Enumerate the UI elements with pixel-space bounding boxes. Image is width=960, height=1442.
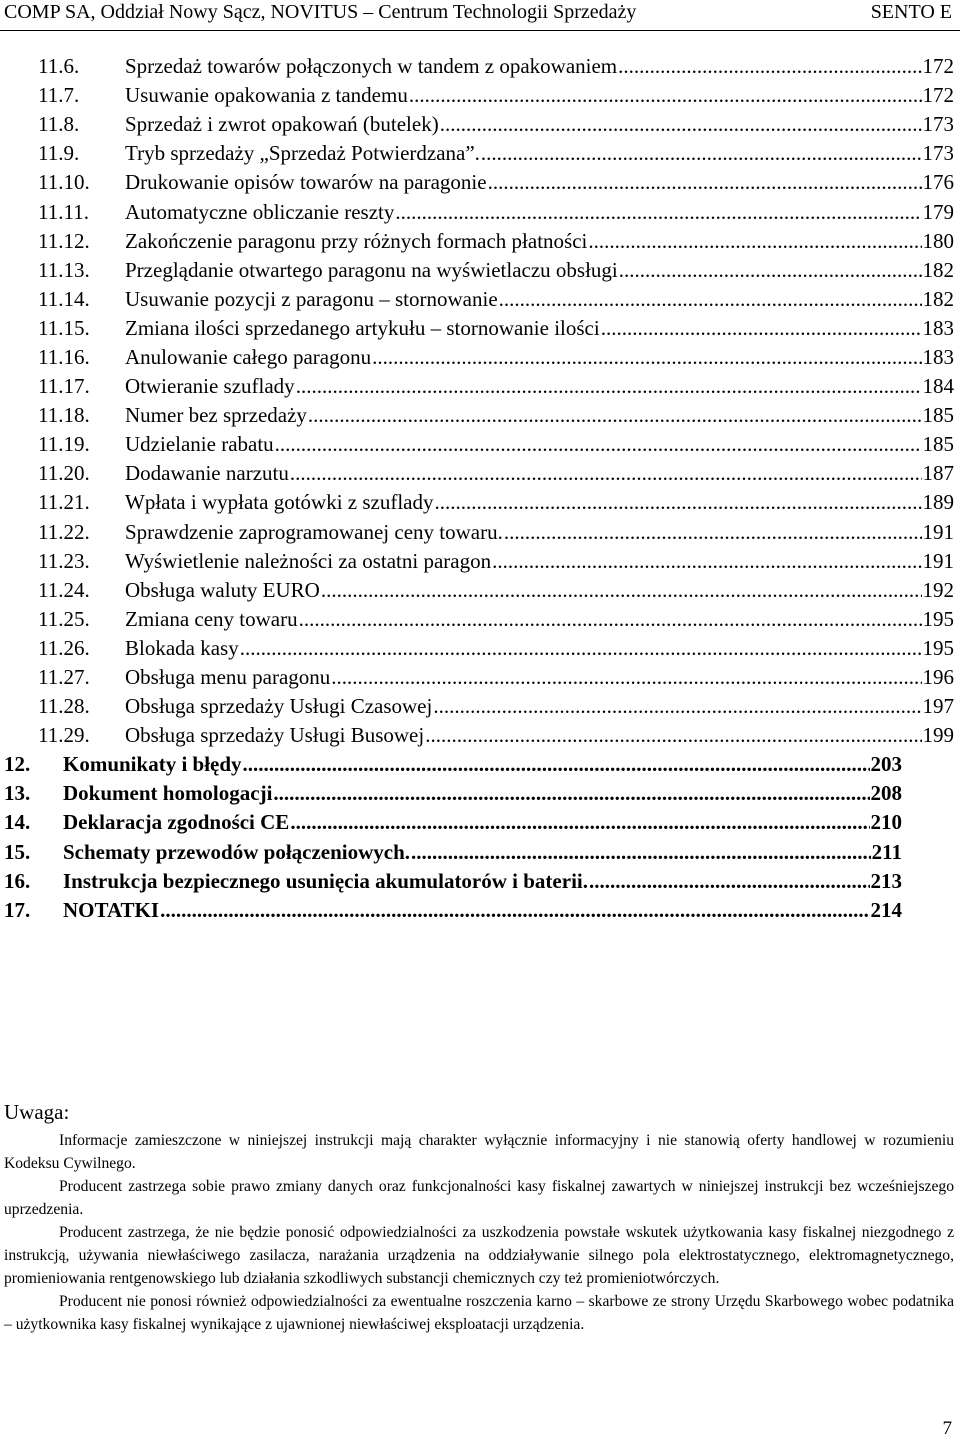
toc-entry-number: 12. <box>4 752 31 777</box>
toc-entry-page: 173 <box>922 112 954 137</box>
toc-entry-title: Drukowanie opisów towarów na paragonie <box>125 170 487 195</box>
toc-dot-leader <box>499 287 922 312</box>
toc-entry-page: 183 <box>922 344 954 369</box>
toc-dot-leader <box>433 694 921 719</box>
toc-entry-title: Sprawdzenie zaprogramowanej ceny towaru. <box>125 519 503 544</box>
toc-dot-leader <box>290 810 869 835</box>
toc-entry-title: Obsługa sprzedaży Usługi Busowej <box>125 723 425 748</box>
notice-section <box>4 1100 954 1336</box>
toc-entry-page: 192 <box>922 577 954 602</box>
toc-dot-leader <box>331 665 921 690</box>
toc-entry-number: 11.18. <box>38 403 90 428</box>
toc-entry-title: Obsługa waluty EURO <box>125 577 320 602</box>
toc-dot-leader <box>275 432 922 457</box>
toc-entry-subsection[interactable] <box>38 663 954 692</box>
toc-entry-title: Udzielanie rabatu <box>125 432 274 457</box>
toc-entry-subsection[interactable] <box>38 81 954 110</box>
toc-dot-leader <box>160 898 869 923</box>
toc-entry-title: Schematy przewodów połączeniowych. <box>63 839 411 864</box>
toc-dot-leader <box>435 490 922 515</box>
toc-entry-number: 11.21. <box>38 490 90 515</box>
toc-entry-title: NOTATKI <box>63 897 160 922</box>
toc-entry-title: Otwieranie szuflady <box>125 374 295 399</box>
toc-entry-number: 13. <box>4 781 31 806</box>
header-product: SENTO E <box>870 1 952 23</box>
toc-entry-title: Numer bez sprzedaży <box>125 403 307 428</box>
toc-entry-subsection[interactable] <box>38 343 954 372</box>
toc-dot-leader <box>425 723 921 748</box>
toc-entry-title: Instrukcja bezpiecznego usunięcia akumulatorów i baterii. <box>63 868 588 893</box>
toc-entry-subsection[interactable] <box>38 372 954 401</box>
toc-entry-page: 183 <box>922 315 954 340</box>
toc-entry-number: 11.27. <box>38 665 90 690</box>
toc-entry-subsection[interactable] <box>38 401 954 430</box>
toc-entry-page: 195 <box>922 606 954 631</box>
toc-entry-number: 11.16. <box>38 344 90 369</box>
table-of-contents <box>0 52 960 925</box>
toc-entry-number: 11.15. <box>38 315 90 340</box>
toc-entry-page: 179 <box>922 199 954 224</box>
toc-entry-number: 16. <box>4 868 31 893</box>
toc-entry-subsection[interactable] <box>38 576 954 605</box>
toc-entry-chapter[interactable] <box>4 896 902 925</box>
toc-entry-number: 11.22. <box>38 519 90 544</box>
toc-entry-subsection[interactable] <box>38 168 954 197</box>
toc-dot-leader <box>243 752 870 777</box>
toc-entry-page: 184 <box>922 374 954 399</box>
toc-entry-page: 182 <box>922 286 954 311</box>
toc-entry-page: 191 <box>922 548 954 573</box>
header-company: COMP SA, Oddział Nowy Sącz, NOVITUS – Centrum Technologii Sprzedaży <box>4 1 637 23</box>
toc-entry-title: Usuwanie pozycji z paragonu – stornowanie <box>125 286 498 311</box>
toc-dot-leader <box>409 83 922 108</box>
toc-dot-leader <box>589 869 870 894</box>
toc-entry-subsection[interactable] <box>38 139 954 168</box>
toc-entry-number: 11.20. <box>38 461 90 486</box>
toc-entry-number: 11.29. <box>38 723 90 748</box>
toc-dot-leader <box>411 840 871 865</box>
toc-entry-title: Dokument homologacji <box>63 781 273 806</box>
toc-dot-leader <box>308 403 922 428</box>
toc-entry-subsection[interactable] <box>38 227 954 256</box>
notice-title: Uwaga: <box>4 1100 70 1124</box>
toc-entry-number: 11.26. <box>38 635 90 660</box>
page-header <box>0 0 960 31</box>
toc-entry-page: 197 <box>922 694 954 719</box>
toc-entry-page: 213 <box>870 868 902 893</box>
toc-entry-chapter[interactable] <box>4 779 902 808</box>
toc-entry-title: Przeglądanie otwartego paragonu na wyświetlaczu obsługi <box>125 257 618 282</box>
toc-dot-leader <box>618 54 921 79</box>
toc-entry-subsection[interactable] <box>38 256 954 285</box>
toc-entry-number: 11.7. <box>38 83 80 108</box>
toc-entry-subsection[interactable] <box>38 52 954 81</box>
toc-entry-subsection[interactable] <box>38 314 954 343</box>
toc-entry-subsection[interactable] <box>38 430 954 459</box>
toc-entry-subsection[interactable] <box>38 488 954 517</box>
toc-entry-page: 180 <box>922 228 954 253</box>
toc-entry-title: Obsługa menu paragonu <box>125 665 331 690</box>
toc-entry-number: 11.14. <box>38 286 90 311</box>
toc-entry-number: 11.12. <box>38 228 90 253</box>
toc-entry-page: 182 <box>922 257 954 282</box>
toc-entry-chapter[interactable] <box>4 838 902 867</box>
toc-entry-subsection[interactable] <box>38 547 954 576</box>
notice-paragraph: Producent nie ponosi również odpowiedzialności za ewentualne roszczenia karno – skarbowe ze strony Urzędu Skarbowego wobec podatnika – użytkownika kasy fiskalnej wynikające z ujawnionej niewłaściwej eksploatacji urządzenia. <box>4 1293 954 1333</box>
toc-entry-title: Sprzedaż i zwrot opakowań (butelek) <box>125 112 439 137</box>
toc-entry-number: 11.6. <box>38 54 80 79</box>
toc-entry-title: Sprzedaż towarów połączonych w tandem z opakowaniem <box>125 54 618 79</box>
toc-entry-title: Blokada kasy <box>125 635 239 660</box>
toc-entry-number: 11.17. <box>38 374 90 399</box>
notice-paragraph: Producent zastrzega, że nie będzie ponosić odpowiedzialności za uszkodzenia powstałe wskutek użytkowania kasy fiskalnej niezgodnego z instrukcją, używania niewłaściwego zasilacza, narażania urządzenia na oddziaływanie silnego pola elektrostatycznego, elektromagnetycznego, promieniowania rentgenowskiego lub działania szkodliwych substancji chemicznych czy też promieniotwórczych. <box>4 1224 954 1287</box>
toc-dot-leader <box>372 345 921 370</box>
toc-entry-title: Usuwanie opakowania z tandemu <box>125 83 408 108</box>
toc-entry-title: Wpłata i wypłata gotówki z szuflady <box>125 490 434 515</box>
toc-dot-leader <box>481 141 922 166</box>
toc-entry-page: 211 <box>871 839 902 864</box>
toc-dot-leader <box>240 636 922 661</box>
toc-dot-leader <box>440 112 922 137</box>
toc-entry-subsection[interactable] <box>38 110 954 139</box>
toc-dot-leader <box>296 374 922 399</box>
toc-entry-title: Zmiana ilości sprzedanego artykułu – stornowanie ilości <box>125 315 600 340</box>
toc-entry-title: Automatyczne obliczanie reszty <box>125 199 395 224</box>
toc-entry-chapter[interactable] <box>4 750 902 779</box>
toc-entry-page: 172 <box>922 54 954 79</box>
toc-entry-number: 17. <box>4 897 31 922</box>
toc-entry-title: Deklaracja zgodności CE <box>63 810 290 835</box>
notice-paragraph: Producent zastrzega sobie prawo zmiany danych oraz funkcjonalności kasy fiskalnej zawartych w niniejszej instrukcji bez wcześniejszego uprzedzenia. <box>4 1178 954 1218</box>
toc-dot-leader <box>395 200 921 225</box>
toc-entry-number: 15. <box>4 839 31 864</box>
toc-dot-leader <box>299 607 922 632</box>
toc-dot-leader <box>504 520 922 545</box>
toc-entry-number: 11.24. <box>38 577 90 602</box>
toc-entry-subsection[interactable] <box>38 721 954 750</box>
toc-dot-leader <box>321 578 922 603</box>
toc-entry-page: 191 <box>922 519 954 544</box>
toc-entry-page: 195 <box>922 635 954 660</box>
toc-entry-number: 11.19. <box>38 432 90 457</box>
toc-entry-number: 11.28. <box>38 694 90 719</box>
toc-entry-title: Zakończenie paragonu przy różnych formach płatności <box>125 228 588 253</box>
toc-entry-page: 187 <box>922 461 954 486</box>
toc-entry-title: Zmiana ceny towaru <box>125 606 298 631</box>
toc-entry-number: 11.23. <box>38 548 90 573</box>
toc-entry-number: 14. <box>4 810 31 835</box>
toc-entry-page: 208 <box>870 781 902 806</box>
toc-entry-subsection[interactable] <box>38 634 954 663</box>
toc-entry-title: Wyświetlenie należności za ostatni paragon <box>125 548 492 573</box>
toc-entry-number: 11.13. <box>38 257 90 282</box>
page-number: 7 <box>942 1418 952 1439</box>
toc-entry-page: 203 <box>870 752 902 777</box>
toc-entry-number: 11.11. <box>38 199 89 224</box>
toc-entry-page: 176 <box>922 170 954 195</box>
toc-entry-page: 210 <box>870 810 902 835</box>
toc-entry-title: Tryb sprzedaży „Sprzedaż Potwierdzana”. <box>125 141 480 166</box>
toc-dot-leader <box>492 549 921 574</box>
toc-entry-chapter[interactable] <box>4 808 902 837</box>
toc-dot-leader <box>290 461 922 486</box>
toc-entry-chapter[interactable] <box>4 867 902 896</box>
toc-entry-page: 189 <box>922 490 954 515</box>
toc-entry-title: Dodawanie narzutu <box>125 461 289 486</box>
toc-entry-subsection[interactable] <box>38 605 954 634</box>
toc-entry-subsection[interactable] <box>38 518 954 547</box>
toc-entry-page: 172 <box>922 83 954 108</box>
toc-entry-subsection[interactable] <box>38 285 954 314</box>
toc-entry-page: 196 <box>922 665 954 690</box>
toc-entry-subsection[interactable] <box>38 459 954 488</box>
toc-entry-title: Anulowanie całego paragonu <box>125 344 372 369</box>
toc-entry-number: 11.8. <box>38 112 80 137</box>
toc-entry-page: 185 <box>922 432 954 457</box>
toc-entry-title: Komunikaty i błędy <box>63 752 242 777</box>
notice-paragraph: Informacje zamieszczone w niniejszej instrukcji mają charakter wyłącznie informacyjny i nie stanowią oferty handlowej w rozumieniu Kodeksu Cywilnego. <box>4 1132 954 1172</box>
toc-entry-page: 173 <box>922 141 954 166</box>
toc-entry-number: 11.10. <box>38 170 90 195</box>
toc-entry-subsection[interactable] <box>38 197 954 226</box>
toc-entry-page: 214 <box>870 897 902 922</box>
toc-dot-leader <box>273 781 869 806</box>
toc-entry-subsection[interactable] <box>38 692 954 721</box>
toc-entry-page: 185 <box>922 403 954 428</box>
toc-entry-title: Obsługa sprzedaży Usługi Czasowej <box>125 694 433 719</box>
toc-entry-number: 11.25. <box>38 606 90 631</box>
toc-entry-page: 199 <box>922 723 954 748</box>
toc-entry-number: 11.9. <box>38 141 80 166</box>
toc-dot-leader <box>588 229 921 254</box>
toc-dot-leader <box>488 170 922 195</box>
toc-dot-leader <box>601 316 922 341</box>
toc-dot-leader <box>619 258 922 283</box>
